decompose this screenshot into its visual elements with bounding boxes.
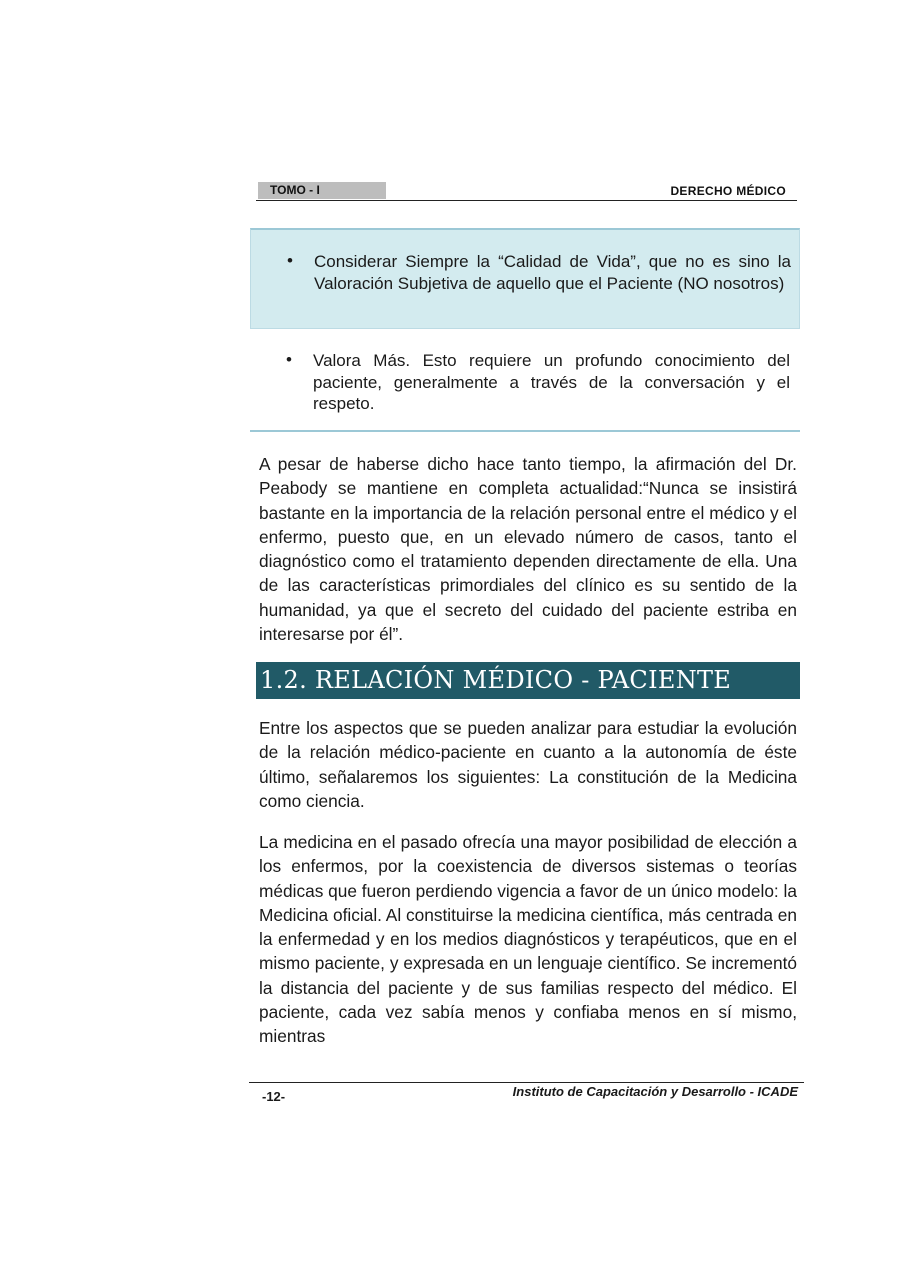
bullet-text: Considerar Siempre la “Calidad de Vida”, que no es sino la Valoración Subjetiva de aquello que el Paciente (NO nosotros) [314,252,791,293]
paragraph-medicine-past: La medicina en el pasado ofrecía una mayor posibilidad de elección a los enfermos, por la coexistencia de diversos sistemas o teorías médicas que fueron perdiendo vigencia a favor de un único modelo: la Medicina oficial. Al constituirse la medicina científica, más centrada en la enfermedad y en los medios diagnósticos y terapéuticos, que en el mismo paciente, y expresada en un lenguaje científico. Se incrementó la distancia del paciente y de sus familias respecto del médico. El paciente, cada vez sabía menos y confiaba menos en sí mismo, mientras [259,832,797,1047]
header-tomo-label: TOMO - I [258,182,386,199]
bullet-text: Valora Más. Esto requiere un profundo conocimiento del paciente, generalmente a través de la conversación y el respeto. [313,351,790,413]
footer-institute: Instituto de Capacitación y Desarrollo - ICADE [512,1084,798,1099]
header-divider [256,200,797,201]
section-heading: 1.2. RELACIÓN MÉDICO - PACIENTE [256,662,800,699]
paragraph-peabody-quote: A pesar de haberse dicho hace tanto tiempo, la afirmación del Dr. Peabody se mantiene en completa actualidad:“Nunca se insistirá bastante en la importancia de la relación personal entre el médico y el enfermo, puesto que, en un elevado número de casos, tanto el diagnóstico como el tratamiento dependen directamente de ella. Una de las características primordiales del clínico es su sentido de la humanidad, ya que el secreto del cuidado del paciente estriba en interesarse por él”. [259,454,797,645]
bullet-row-highlighted [250,228,800,329]
paragraph-aspects: Entre los aspectos que se pueden analizar para estudiar la evolución de la relación médico-paciente en cuanto a la autonomía de éste último, señalaremos los siguientes: La constitución de la Medicina como ciencia. [259,718,797,811]
header-title: DERECHO MÉDICO [670,184,786,198]
bullet-icon: • [286,350,292,369]
footer-divider [249,1082,804,1083]
bullet-row [250,329,800,432]
bullet-icon: • [287,251,293,270]
bullet-table [250,228,800,432]
page-number: -12- [262,1089,286,1104]
